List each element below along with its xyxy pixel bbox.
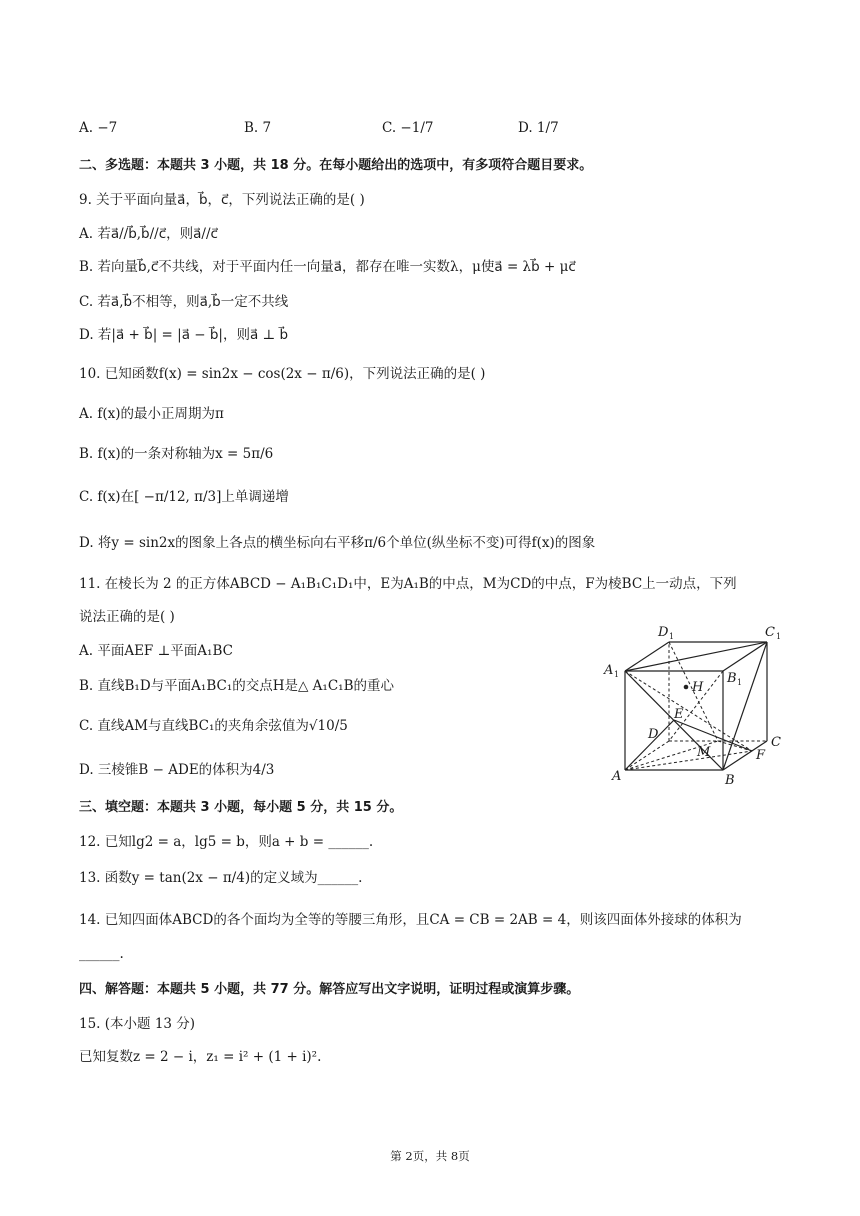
label-m: M	[697, 745, 711, 760]
section-heading-fill-in: 三、填空题：本题共 3 小题，每小题 5 分，共 15 分。	[79, 800, 403, 815]
label-a1: A	[604, 663, 614, 678]
svg-text:1: 1	[776, 632, 782, 641]
label-f: F	[756, 748, 766, 763]
svg-text:1: 1	[669, 632, 675, 641]
svg-text:1: 1	[737, 678, 743, 687]
q8-option-c: C. −1/7	[382, 120, 434, 136]
edge-e-f	[674, 720, 752, 751]
q11-stem-line1: 11. 在棱长为 2 的正方体ABCD − A₁B₁C₁D₁中，E为A₁B的中点，M为CD的中点，F为棱BC上一动点，下列	[79, 576, 737, 592]
q9-option-d: D. 若|a⃗ + b⃗| = |a⃗ − b⃗|，则a⃗ ⊥ b⃗	[79, 327, 289, 343]
q10-option-d: D. 将y = sin2x的图象上各点的横坐标向右平移π/6个单位(纵坐标不变)可得f(x)的图象	[79, 535, 596, 551]
q10-option-c: C. f(x)在[ −π/12, π/3]上单调递增	[79, 489, 289, 505]
edge-d-a	[625, 741, 669, 770]
q14-text-line2: ______.	[79, 946, 124, 962]
label-a: A	[612, 769, 622, 784]
point-h	[684, 685, 689, 690]
page-footer: 第 2页，共 8页	[390, 1149, 470, 1163]
label-h: H	[692, 680, 704, 695]
q8-option-a: A. −7	[79, 120, 118, 136]
q11-option-d: D. 三棱锥B − ADE的体积为4/3	[79, 762, 275, 778]
q14-text-line1: 14. 已知四面体ABCD的各个面均为全等的等腰三角形，且CA = CB = 2AB = 4，则该四面体外接球的体积为	[79, 912, 742, 928]
q10-option-b: B. f(x)的一条对称轴为x = 5π/6	[79, 446, 274, 462]
q13-text: 13. 函数y = tan(2x − π/4)的定义域为______.	[79, 870, 363, 886]
q9-option-b: B. 若向量b⃗,c⃗不共线，对于平面内任一向量a⃗，都存在唯一实数λ，μ使a⃗ = λb⃗ + μc⃗	[79, 259, 576, 275]
q12-text: 12. 已知lg2 = a，lg5 = b，则a + b = ______.	[79, 834, 374, 850]
q15-heading: 15. (本小题 13 分)	[79, 1016, 196, 1032]
label-e: E	[674, 707, 684, 722]
q11-stem-line2: 说法正确的是( )	[79, 609, 175, 625]
q9-option-c: C. 若a⃗,b⃗不相等，则a⃗,b⃗一定不共线	[79, 294, 289, 310]
q10-stem: 10. 已知函数f(x) = sin2x − cos(2x − π/6)，下列说法正确的是( )	[79, 366, 486, 382]
edge-a-f	[625, 751, 752, 770]
q11-option-a: A. 平面AEF ⊥平面A₁BC	[79, 643, 233, 659]
q11-option-c: C. 直线AM与直线BC₁的夹角余弦值为√10/5	[79, 718, 348, 734]
label-d1: D	[658, 625, 669, 640]
q8-option-b: B. 7	[244, 120, 272, 136]
label-c: C	[771, 735, 781, 750]
q9-option-a: A. 若a⃗//b⃗,b⃗//c⃗，则a⃗//c⃗	[79, 226, 218, 242]
q15-stem: 已知复数z = 2 − i，z₁ = i² + (1 + i)².	[79, 1049, 322, 1065]
section-heading-multiple-choice: 二、多选题：本题共 3 小题，共 18 分。在每小题给出的选项中，有多项符合题目要求。	[79, 158, 593, 173]
section-heading-solution: 四、解答题：本题共 5 小题，共 77 分。解答应写出文字说明，证明过程或演算步骤。	[79, 982, 580, 997]
q10-option-a: A. f(x)的最小正周期为π	[79, 406, 224, 422]
label-b1: B	[727, 671, 737, 686]
q11-option-b: B. 直线B₁D与平面A₁BC₁的交点H是△ A₁C₁B的重心	[79, 678, 395, 694]
label-d: D	[648, 727, 659, 742]
svg-text:1: 1	[614, 670, 620, 679]
label-b: B	[725, 773, 735, 788]
q8-option-d: D. 1/7	[518, 120, 559, 136]
cube-figure	[598, 620, 794, 790]
label-c1: C	[765, 625, 775, 640]
q9-stem: 9. 关于平面向量a⃗，b⃗，c⃗，下列说法正确的是( )	[79, 192, 365, 208]
